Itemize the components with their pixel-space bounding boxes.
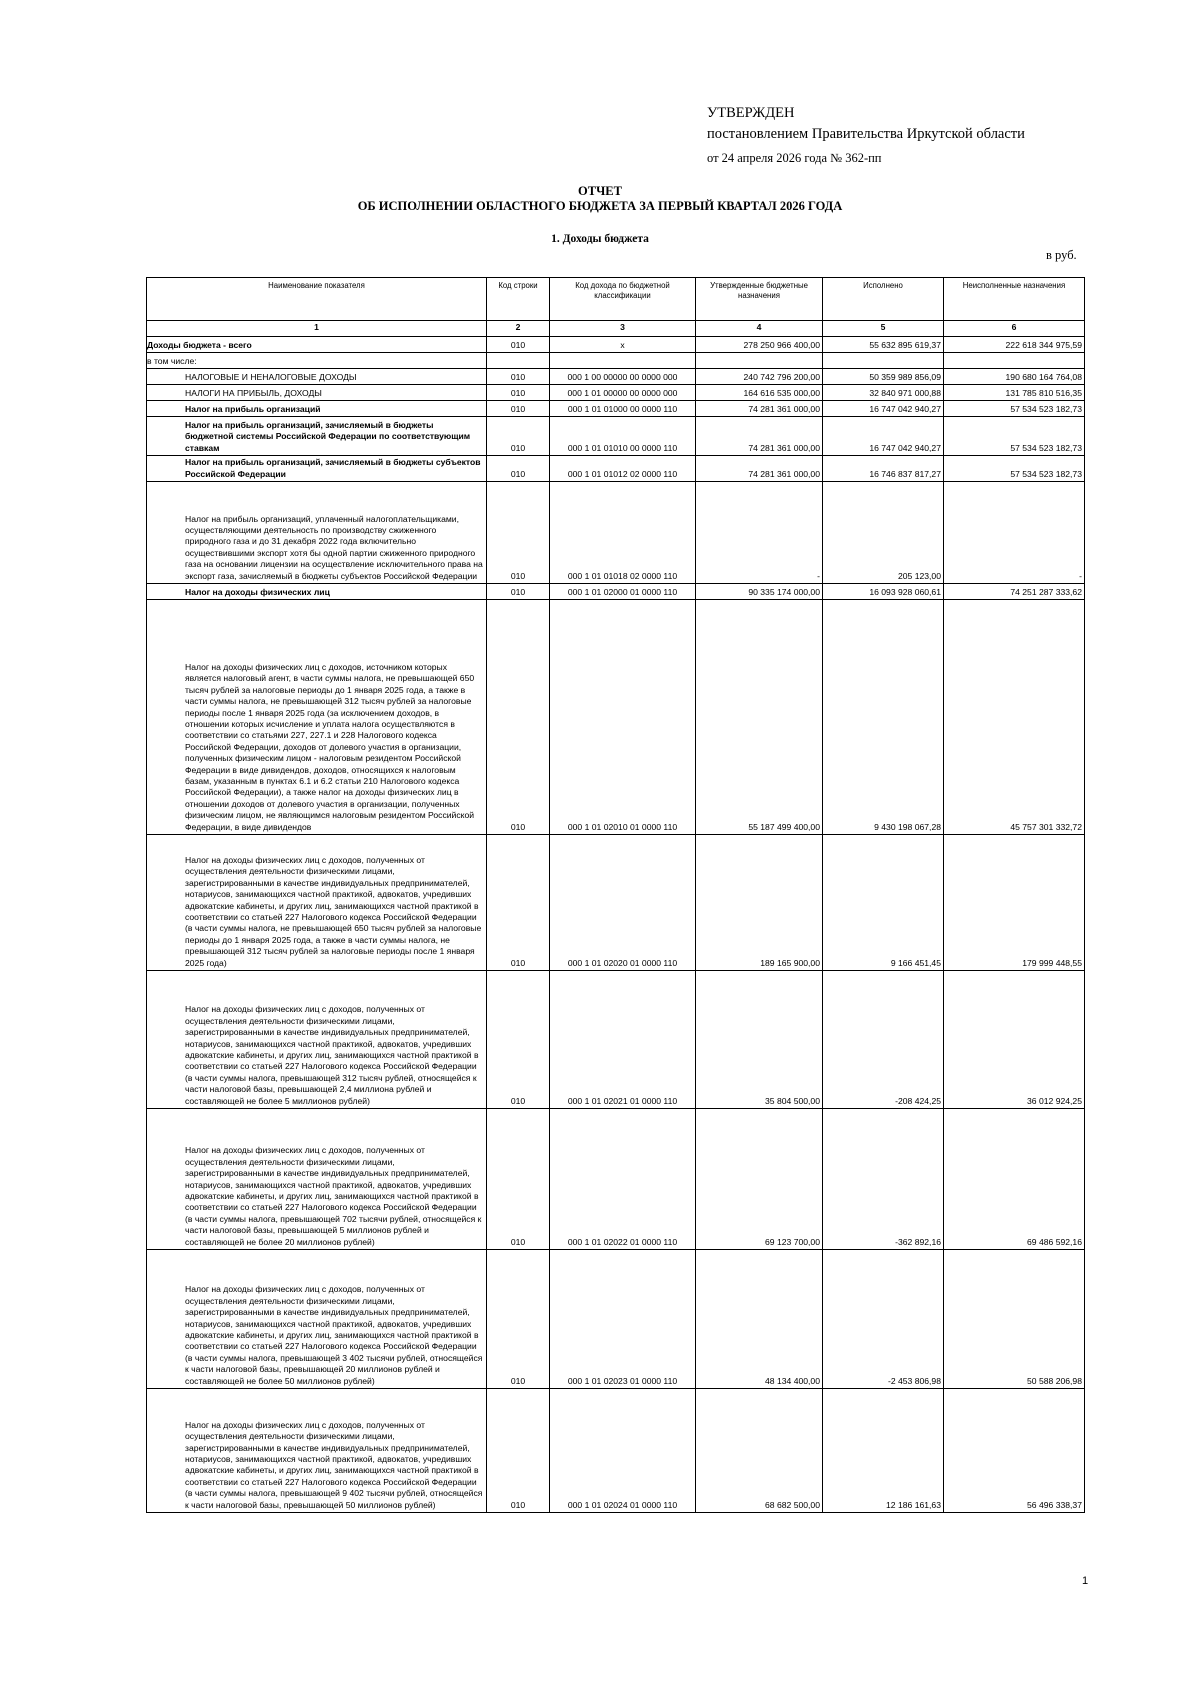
- row-unexecuted: 131 785 810 516,35: [944, 385, 1085, 401]
- row-approved: 35 804 500,00: [696, 971, 823, 1109]
- table-row: [147, 1250, 1085, 1389]
- row-approved: 74 281 361 000,00: [696, 401, 823, 417]
- row-income-code: [550, 353, 696, 369]
- table-row: [147, 417, 1085, 456]
- row-approved: 55 187 499 400,00: [696, 600, 823, 835]
- row-line-code: 010: [487, 835, 550, 971]
- row-approved: 189 165 900,00: [696, 835, 823, 971]
- column-number-row: [147, 321, 1085, 337]
- row-income-code: 000 1 01 02021 01 0000 110: [550, 971, 696, 1109]
- row-income-code: x: [550, 337, 696, 353]
- row-unexecuted: 57 534 523 182,73: [944, 401, 1085, 417]
- column-number: 3: [550, 321, 696, 337]
- column-number: 5: [823, 321, 944, 337]
- row-income-code: 000 1 01 01010 00 0000 110: [550, 417, 696, 456]
- row-approved: 69 123 700,00: [696, 1109, 823, 1250]
- row-line-code: 010: [487, 1109, 550, 1250]
- table-row: [147, 401, 1085, 417]
- row-executed: -362 892,16: [823, 1109, 944, 1250]
- row-name: Налог на прибыль организаций, зачисляемый в бюджеты субъектов Российской Федерации: [147, 456, 487, 482]
- row-unexecuted: 57 534 523 182,73: [944, 456, 1085, 482]
- row-income-code: 000 1 01 01018 02 0000 110: [550, 482, 696, 584]
- row-unexecuted: 179 999 448,55: [944, 835, 1085, 971]
- row-income-code: 000 1 01 02000 01 0000 110: [550, 584, 696, 600]
- row-executed: [823, 353, 944, 369]
- row-line-code: 010: [487, 456, 550, 482]
- row-name: Доходы бюджета - всего: [147, 337, 487, 353]
- table-row: [147, 385, 1085, 401]
- row-line-code: 010: [487, 1250, 550, 1389]
- row-approved: 90 335 174 000,00: [696, 584, 823, 600]
- row-executed: 55 632 895 619,37: [823, 337, 944, 353]
- row-unexecuted: 57 534 523 182,73: [944, 417, 1085, 456]
- row-unexecuted: [944, 353, 1085, 369]
- row-line-code: 010: [487, 584, 550, 600]
- row-approved: -: [696, 482, 823, 584]
- row-executed: 12 186 161,63: [823, 1389, 944, 1513]
- table-row: [147, 1109, 1085, 1250]
- row-unexecuted: -: [944, 482, 1085, 584]
- column-number: 4: [696, 321, 823, 337]
- table-row: [147, 369, 1085, 385]
- row-name: Налог на доходы физических лиц с доходов, источником которых является налоговый агент, в части суммы налога, не превышающей 650 тысяч рублей за налоговые периоды до 1 января 2025 года, а также в части суммы налога, не превышающей 312 тысяч рублей за налоговые периоды после 1 января 2025 года (за исключением доходов, в отношении которых исчисление и уплата налога осуществляются в соответствии со статьями 227, 227.1 и 228 Налогового кодекса Российской Федерации, доходов от долевого участия в организации, полученных физическим лицом - налоговым резидентом Российской Федерации в виде дивидендов, доходов, относящихся к налоговым базам, указанным в пунктах 6.1 и 6.2 статьи 210 Налогового кодекса Российской Федерации), а также налог на доходы физических лиц в отношении доходов от долевого участия в организации, полученных физическим лицом, не являющимся налоговым резидентом Российской Федерации, в виде дивидендов: [147, 600, 487, 835]
- column-number: 6: [944, 321, 1085, 337]
- row-unexecuted: 69 486 592,16: [944, 1109, 1085, 1250]
- row-unexecuted: 190 680 164 764,08: [944, 369, 1085, 385]
- row-line-code: [487, 353, 550, 369]
- row-income-code: 000 1 01 02024 01 0000 110: [550, 1389, 696, 1513]
- table-header-row: [147, 278, 1085, 321]
- row-approved: [696, 353, 823, 369]
- table-row: [147, 600, 1085, 835]
- row-executed: 205 123,00: [823, 482, 944, 584]
- row-name: Налог на прибыль организаций, уплаченный налогоплательщиками, осуществляющими деятельность по производству сжиженного природного газа и до 31 декабря 2022 года включительно осуществившими экспорт хотя бы одной партии сжиженного природного газа на основании лицензии на осуществление исключительного права на экспорт газа, зачисляемый в бюджеты субъектов Российской Федерации: [147, 482, 487, 584]
- row-approved: 164 616 535 000,00: [696, 385, 823, 401]
- row-line-code: 010: [487, 401, 550, 417]
- row-name: Налог на доходы физических лиц с доходов, полученных от осуществления деятельности физическими лицами, зарегистрированными в качестве индивидуальных предпринимателей, нотариусов, занимающихся частной практикой, адвокатов, учредивших адвокатские кабинеты, и других лиц, занимающихся частной практикой в соответствии со статьей 227 Налогового кодекса Российской Федерации (в части суммы налога, превышающей 3 402 тысячи рублей, относящейся к части налоговой базы, превышающей 20 миллионов рублей и составляющей не более 50 миллионов рублей): [147, 1250, 487, 1389]
- row-name: Налог на доходы физических лиц: [147, 584, 487, 600]
- row-approved: 240 742 796 200,00: [696, 369, 823, 385]
- row-income-code: 000 1 00 00000 00 0000 000: [550, 369, 696, 385]
- row-executed: -208 424,25: [823, 971, 944, 1109]
- table-row: [147, 456, 1085, 482]
- row-income-code: 000 1 01 00000 00 0000 000: [550, 385, 696, 401]
- row-income-code: 000 1 01 02023 01 0000 110: [550, 1250, 696, 1389]
- row-line-code: 010: [487, 369, 550, 385]
- header-income-code: Код дохода по бюджетной классификации: [550, 278, 696, 321]
- currency-unit: в руб.: [1046, 248, 1077, 262]
- column-number: 2: [487, 321, 550, 337]
- column-number: 1: [147, 321, 487, 337]
- row-approved: 74 281 361 000,00: [696, 417, 823, 456]
- row-income-code: 000 1 01 02020 01 0000 110: [550, 835, 696, 971]
- row-income-code: 000 1 01 02010 01 0000 110: [550, 600, 696, 835]
- row-name: Налог на доходы физических лиц с доходов, полученных от осуществления деятельности физическими лицами, зарегистрированными в качестве индивидуальных предпринимателей, нотариусов, занимающихся частной практикой, адвокатов, учредивших адвокатские кабинеты, и других лиц, занимающихся частной практикой в соответствии со статьей 227 Налогового кодекса Российской Федерации (в части суммы налога, превышающей 702 тысячи рублей, относящейся к части налоговой базы, превышающей 5 миллионов рублей и составляющей не более 20 миллионов рублей): [147, 1109, 487, 1250]
- header-line-code: Код строки: [487, 278, 550, 321]
- page-number: 1: [1082, 1575, 1089, 1587]
- row-line-code: 010: [487, 337, 550, 353]
- approval-title: УТВЕРЖДЕН: [707, 105, 795, 121]
- header-approved: Утвержденные бюджетные назначения: [696, 278, 823, 321]
- income-table: [146, 277, 1085, 1513]
- table-row: [147, 337, 1085, 353]
- row-name: Налог на доходы физических лиц с доходов, полученных от осуществления деятельности физическими лицами, зарегистрированными в качестве индивидуальных предпринимателей, нотариусов, занимающихся частной практикой, адвокатов, учредивших адвокатские кабинеты, и других лиц, занимающихся частной практикой в соответствии со статьей 227 Налогового кодекса Российской Федерации (в части суммы налога, превышающей 312 тысяч рублей, относящейся к части налоговой базы, превышающей 2,4 миллиона рублей и составляющей не более 5 миллионов рублей): [147, 971, 487, 1109]
- row-unexecuted: 56 496 338,37: [944, 1389, 1085, 1513]
- row-name: Налог на доходы физических лиц с доходов, полученных от осуществления деятельности физическими лицами, зарегистрированными в качестве индивидуальных предпринимателей, нотариусов, занимающихся частной практикой, адвокатов, учредивших адвокатские кабинеты, и других лиц, занимающихся частной практикой в соответствии со статьей 227 Налогового кодекса Российской Федерации (в части суммы налога, превышающей 9 402 тысячи рублей, относящейся к части налоговой базы, превышающей 50 миллионов рублей): [147, 1389, 487, 1513]
- row-income-code: 000 1 01 02022 01 0000 110: [550, 1109, 696, 1250]
- header-name: Наименование показателя: [147, 278, 487, 321]
- row-executed: 16 747 042 940,27: [823, 417, 944, 456]
- row-unexecuted: 45 757 301 332,72: [944, 600, 1085, 835]
- section-title: 1. Доходы бюджета: [551, 233, 649, 245]
- row-executed: 16 746 837 817,27: [823, 456, 944, 482]
- header-unexecuted: Неисполненные назначения: [944, 278, 1085, 321]
- row-line-code: 010: [487, 417, 550, 456]
- row-line-code: 010: [487, 385, 550, 401]
- row-name: Налог на доходы физических лиц с доходов, полученных от осуществления деятельности физическими лицами, зарегистрированными в качестве индивидуальных предпринимателей, нотариусов, занимающихся частной практикой, адвокатов, учредивших адвокатские кабинеты, и других лиц, занимающихся частной практикой в соответствии со статьей 227 Налогового кодекса Российской Федерации (в части суммы налога, не превышающей 650 тысяч рублей за налоговые периоды до 1 января 2025 года, а также в части суммы налога, не превышающей 312 тысяч рублей за налоговые периоды после 1 января 2025 года): [147, 835, 487, 971]
- table-row: [147, 584, 1085, 600]
- row-line-code: 010: [487, 600, 550, 835]
- row-income-code: 000 1 01 01000 00 0000 110: [550, 401, 696, 417]
- row-name: НАЛОГИ НА ПРИБЫЛЬ, ДОХОДЫ: [147, 385, 487, 401]
- row-unexecuted: 74 251 287 333,62: [944, 584, 1085, 600]
- approval-date: от 24 апреля 2026 года № 362-пп: [707, 151, 882, 165]
- row-name: в том числе:: [147, 353, 487, 369]
- row-line-code: 010: [487, 1389, 550, 1513]
- table-row: [147, 482, 1085, 584]
- row-unexecuted: 50 588 206,98: [944, 1250, 1085, 1389]
- report-subtitle: ОБ ИСПОЛНЕНИИ ОБЛАСТНОГО БЮДЖЕТА ЗА ПЕРВЫЙ КВАРТАЛ 2026 ГОДА: [357, 199, 843, 213]
- row-line-code: 010: [487, 482, 550, 584]
- row-approved: 74 281 361 000,00: [696, 456, 823, 482]
- table-row: [147, 1389, 1085, 1513]
- row-executed: 16 093 928 060,61: [823, 584, 944, 600]
- approval-block: [707, 103, 1025, 169]
- table-row: [147, 835, 1085, 971]
- row-approved: 48 134 400,00: [696, 1250, 823, 1389]
- row-unexecuted: 222 618 344 975,59: [944, 337, 1085, 353]
- approval-decree: постановлением Правительства Иркутской области: [707, 126, 1025, 142]
- row-executed: 50 359 989 856,09: [823, 369, 944, 385]
- row-executed: 32 840 971 000,88: [823, 385, 944, 401]
- row-name: Налог на прибыль организаций, зачисляемый в бюджеты бюджетной системы Российской Федерации по соответствующим ставкам: [147, 417, 487, 456]
- row-line-code: 010: [487, 971, 550, 1109]
- row-executed: -2 453 806,98: [823, 1250, 944, 1389]
- row-executed: 16 747 042 940,27: [823, 401, 944, 417]
- row-income-code: 000 1 01 01012 02 0000 110: [550, 456, 696, 482]
- table-row: [147, 353, 1085, 369]
- row-name: НАЛОГОВЫЕ И НЕНАЛОГОВЫЕ ДОХОДЫ: [147, 369, 487, 385]
- header-executed: Исполнено: [823, 278, 944, 321]
- row-approved: 278 250 966 400,00: [696, 337, 823, 353]
- report-title: ОТЧЕТ: [578, 184, 622, 198]
- row-executed: 9 166 451,45: [823, 835, 944, 971]
- row-name: Налог на прибыль организаций: [147, 401, 487, 417]
- table-row: [147, 971, 1085, 1109]
- row-approved: 68 682 500,00: [696, 1389, 823, 1513]
- row-executed: 9 430 198 067,28: [823, 600, 944, 835]
- row-unexecuted: 36 012 924,25: [944, 971, 1085, 1109]
